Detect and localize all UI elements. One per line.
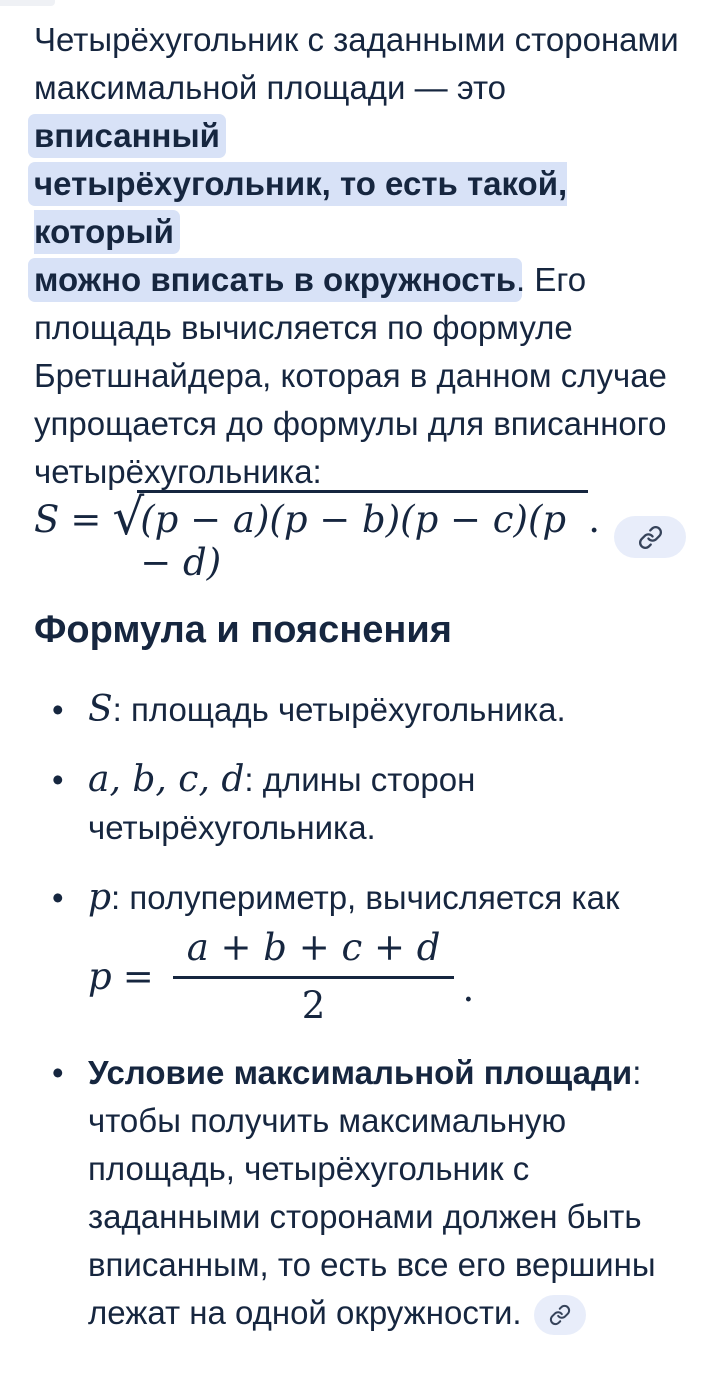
highlighted-text: четырёхугольник, то есть такой, который	[28, 162, 567, 254]
formula-period: .	[462, 967, 475, 1010]
math-var-S: S	[88, 689, 113, 730]
text-line	[88, 1145, 686, 1193]
fraction-denominator: 2	[173, 976, 455, 1027]
text-run: площадь вычисляется по формуле	[34, 309, 573, 346]
math-var-p: p	[88, 955, 112, 998]
math-formula	[34, 490, 600, 584]
text-line	[34, 64, 686, 160]
text-line	[34, 304, 686, 352]
link-icon	[638, 525, 663, 550]
text-line	[34, 160, 686, 256]
math-var-p: p	[88, 877, 112, 918]
text-line	[34, 352, 686, 400]
section-heading: Формула и пояснения	[34, 609, 452, 651]
text-run: четырёхугольника.	[88, 809, 376, 846]
text-run: : площадь четырёхугольника.	[112, 691, 566, 728]
bullet-marker: •	[52, 691, 64, 728]
equals-sign: =	[70, 498, 102, 541]
highlighted-text: можно вписать в окружность	[28, 258, 522, 302]
radical-sign: √	[112, 488, 145, 546]
semiperimeter-formula	[88, 926, 686, 1027]
intro-paragraph	[34, 16, 686, 496]
math-var-S: S	[34, 498, 60, 541]
text-run: заданными сторонами должен быть	[88, 1198, 642, 1235]
text-line	[88, 1241, 686, 1289]
text-line	[34, 400, 686, 448]
text-run: . Его	[516, 261, 587, 298]
partial-element-top-left	[0, 0, 55, 6]
radicand: (p − a)(p − b)(p − c)(p − d)	[137, 490, 588, 584]
text-line	[88, 804, 686, 852]
list-item	[34, 756, 686, 852]
math-vars-abcd: a, b, c, d	[88, 759, 245, 800]
equals-sign: =	[122, 955, 154, 998]
bullet-marker: •	[52, 879, 64, 916]
text-run: чтобы получить максимальную	[88, 1102, 567, 1139]
text-run: упрощается до формулы для вписанного	[34, 405, 667, 442]
citation-link-button[interactable]	[534, 1295, 586, 1335]
text-run: четырёхугольника:	[34, 453, 322, 490]
text-run: Бретшнайдера, которая в данном случае	[34, 357, 667, 394]
text-line	[88, 1193, 686, 1241]
text-line	[88, 756, 686, 804]
text-line	[34, 16, 686, 64]
list-item	[34, 874, 686, 1027]
text-run: площадь, четырёхугольник с	[88, 1150, 530, 1187]
text-line	[88, 1097, 686, 1145]
link-icon	[549, 1304, 571, 1326]
list-item	[34, 686, 686, 734]
text-run: Четырёхугольник с заданными сторонами	[34, 21, 679, 58]
text-line	[88, 686, 686, 734]
bullet-marker: •	[52, 761, 64, 798]
sqrt-expression	[112, 490, 588, 584]
citation-link-button[interactable]	[614, 516, 686, 558]
brahmagupta-formula-row	[34, 488, 686, 584]
bold-term: Условие максимальной площади	[88, 1054, 633, 1091]
bullet-marker: •	[52, 1054, 64, 1091]
text-line	[88, 1289, 686, 1337]
bullet-list	[34, 686, 686, 1337]
highlighted-text: вписанный	[28, 114, 226, 158]
formula-period: .	[588, 498, 600, 541]
text-run: вписанным, то есть все его вершины	[88, 1246, 656, 1283]
text-line	[88, 1049, 686, 1097]
text-run: максимальной площади — это	[34, 69, 507, 106]
text-run: лежат на одной окружности.	[88, 1294, 522, 1331]
fraction	[173, 926, 455, 1027]
list-item	[34, 1049, 686, 1337]
text-run: : полупериметр, вычисляется как	[111, 879, 620, 916]
text-line	[34, 256, 686, 304]
fraction-numerator: a + b + c + d	[186, 926, 441, 969]
text-run: :	[632, 1054, 642, 1091]
text-line	[88, 874, 686, 922]
text-run: : длины сторон	[244, 761, 476, 798]
